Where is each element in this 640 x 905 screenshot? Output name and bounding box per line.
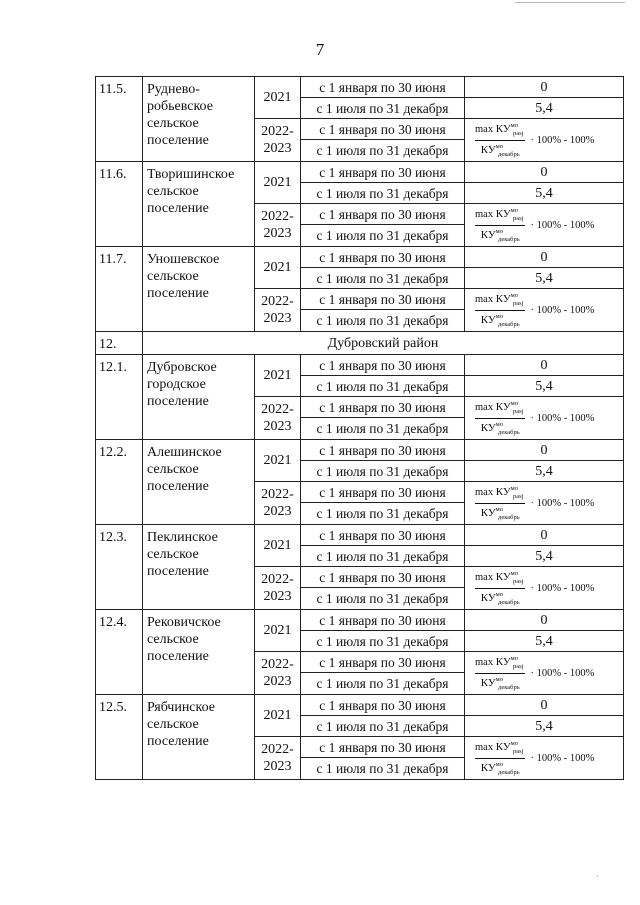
formula-fraction [475, 739, 525, 778]
row-number: 12.5. [96, 695, 143, 780]
formula-sup: мо [510, 485, 518, 492]
formula-fraction [475, 291, 525, 330]
row-number: 12.2. [96, 440, 143, 525]
formula-cell [465, 567, 624, 610]
value-cell: 5,4 [465, 461, 624, 482]
formula-dot: · [530, 220, 534, 231]
year-cell: 2021 [255, 440, 301, 482]
row-number: 12.4. [96, 610, 143, 695]
row-number: 11.7. [96, 247, 143, 332]
value-cell: 0 [465, 77, 624, 98]
year-cell: 2022-2023 [255, 119, 301, 162]
formula-fraction [475, 121, 525, 160]
formula [475, 206, 594, 245]
value-cell: 0 [465, 247, 624, 268]
formula-dot: · [530, 583, 534, 594]
formula-denominator [481, 674, 520, 693]
formula-sub: декабрь [498, 151, 520, 158]
formula-numerator [475, 654, 525, 674]
formula-sup: мо [495, 591, 504, 598]
settlement-name: Пеклинское сельское поселение [143, 525, 255, 610]
row-number: 11.5. [96, 77, 143, 162]
period-cell: с 1 января по 30 июня [301, 204, 465, 225]
period-cell: с 1 июля по 31 декабря [301, 268, 465, 289]
formula-numerator [475, 399, 525, 419]
year-cell: 2022-2023 [255, 737, 301, 780]
settlement-row [96, 440, 624, 461]
formula-sub: декабрь [498, 321, 520, 328]
formula [475, 121, 594, 160]
formula-denominator [481, 504, 520, 523]
year-cell: 2021 [255, 355, 301, 397]
formula-sup: мо [510, 207, 518, 214]
formula-cell [465, 204, 624, 247]
formula-numerator [475, 291, 525, 311]
formula-ku: КУ [495, 741, 511, 753]
formula-numerator [475, 484, 525, 504]
year-cell: 2021 [255, 247, 301, 289]
formula-ku: КУ [480, 762, 496, 774]
formula-tail [530, 750, 594, 767]
scan-edge-line [515, 2, 625, 3]
formula-tail [530, 410, 594, 427]
formula-dot: · [530, 305, 534, 316]
district-name: Дубровский район [143, 332, 624, 355]
formula-sup: мо [495, 761, 504, 768]
formula-fraction [475, 654, 525, 693]
formula-sub: декабрь [498, 236, 520, 243]
formula-fraction [475, 399, 525, 438]
period-cell: с 1 января по 30 июня [301, 610, 465, 631]
formula-numerator [475, 739, 525, 759]
period-cell: с 1 июля по 31 декабря [301, 716, 465, 737]
formula-dot: · [530, 498, 534, 509]
formula-sup: мо [510, 122, 518, 129]
year-cell: 2022-2023 [255, 289, 301, 332]
formula-sub: pasj [512, 215, 524, 222]
period-cell: с 1 января по 30 июня [301, 482, 465, 503]
period-cell: с 1 июля по 31 декабря [301, 673, 465, 695]
value-cell: 5,4 [465, 631, 624, 652]
formula-denominator [481, 311, 520, 330]
formula-fraction [475, 206, 525, 245]
formula-denominator [481, 759, 520, 778]
formula-dot: · [530, 668, 534, 679]
formula-dot: · [530, 135, 534, 146]
formula-ku: КУ [480, 229, 496, 241]
formula [475, 569, 594, 608]
formula-sub: декабрь [498, 599, 520, 606]
formula-sub: pasj [512, 493, 524, 500]
value-cell: 0 [465, 440, 624, 461]
period-cell: с 1 января по 30 июня [301, 652, 465, 673]
year-cell: 2022-2023 [255, 397, 301, 440]
formula-cell [465, 119, 624, 162]
formula-denominator [481, 226, 520, 245]
value-cell: 5,4 [465, 716, 624, 737]
period-cell: с 1 января по 30 июня [301, 567, 465, 588]
formula-max: max [475, 742, 494, 753]
year-cell: 2021 [255, 610, 301, 652]
value-cell: 5,4 [465, 183, 624, 204]
value-cell: 0 [465, 162, 624, 183]
formula-ku: КУ [480, 592, 496, 604]
formula-sup: мо [510, 292, 518, 299]
value-cell: 5,4 [465, 98, 624, 119]
formula [475, 291, 594, 330]
period-cell: с 1 июля по 31 декабря [301, 461, 465, 482]
period-cell: с 1 июля по 31 декабря [301, 546, 465, 567]
formula-tail-text: 100% - 100% [536, 668, 595, 679]
settlement-name: Рябчинское сельское поселение [143, 695, 255, 780]
settlement-name: Руднево-робьевское сельское поселение [143, 77, 255, 162]
formula-sup: мо [510, 655, 518, 662]
tariff-table [95, 76, 624, 780]
year-cell: 2022-2023 [255, 567, 301, 610]
formula-tail-text: 100% - 100% [536, 305, 595, 316]
scan-mark: · [596, 872, 600, 883]
row-number: 11.6. [96, 162, 143, 247]
formula-tail [530, 495, 594, 512]
year-cell: 2021 [255, 162, 301, 204]
settlement-name: Творишинское сельское поселение [143, 162, 255, 247]
formula-tail [530, 665, 594, 682]
formula-sup: мо [495, 313, 504, 320]
formula-sup: мо [510, 740, 518, 747]
row-number: 12.3. [96, 525, 143, 610]
formula-sub: декабрь [498, 514, 520, 521]
period-cell: с 1 июля по 31 декабря [301, 758, 465, 780]
formula-denominator [481, 141, 520, 160]
formula-tail-text: 100% - 100% [536, 220, 595, 231]
year-cell: 2021 [255, 525, 301, 567]
period-cell: с 1 июля по 31 декабря [301, 376, 465, 397]
formula-cell [465, 482, 624, 525]
formula-ku: КУ [495, 401, 511, 413]
formula-sup: мо [495, 143, 504, 150]
formula-max: max [475, 124, 494, 135]
formula-tail [530, 580, 594, 597]
formula-sub: декабрь [498, 429, 520, 436]
period-cell: с 1 января по 30 июня [301, 737, 465, 758]
formula-ku: КУ [495, 486, 511, 498]
year-cell: 2022-2023 [255, 652, 301, 695]
formula-max: max [475, 572, 494, 583]
year-cell: 2022-2023 [255, 204, 301, 247]
formula-ku: КУ [495, 656, 511, 668]
formula-fraction [475, 569, 525, 608]
period-cell: с 1 июля по 31 декабря [301, 418, 465, 440]
formula-cell [465, 289, 624, 332]
formula-ku: КУ [495, 123, 511, 135]
formula-denominator [481, 419, 520, 438]
row-number: 12.1. [96, 355, 143, 440]
formula-ku: КУ [495, 293, 511, 305]
period-cell: с 1 января по 30 июня [301, 397, 465, 418]
formula-ku: КУ [480, 144, 496, 156]
value-cell: 0 [465, 695, 624, 716]
formula-ku: КУ [480, 422, 496, 434]
period-cell: с 1 июля по 31 декабря [301, 140, 465, 162]
year-cell: 2022-2023 [255, 482, 301, 525]
formula [475, 739, 594, 778]
formula-max: max [475, 487, 494, 498]
formula-sub: декабрь [498, 684, 520, 691]
formula-tail-text: 100% - 100% [536, 413, 595, 424]
formula-dot: · [530, 413, 534, 424]
value-cell: 0 [465, 610, 624, 631]
district-row [96, 332, 624, 355]
formula-sup: мо [495, 506, 504, 513]
formula-tail [530, 217, 594, 234]
formula-tail-text: 100% - 100% [536, 583, 595, 594]
formula-max: max [475, 294, 494, 305]
settlement-row [96, 162, 624, 183]
formula-cell [465, 397, 624, 440]
period-cell: с 1 июля по 31 декабря [301, 310, 465, 332]
formula-ku: КУ [495, 208, 511, 220]
settlement-row [96, 695, 624, 716]
period-cell: с 1 января по 30 июня [301, 119, 465, 140]
settlement-row [96, 610, 624, 631]
settlement-name: Рековичское сельское поселение [143, 610, 255, 695]
settlement-row [96, 247, 624, 268]
formula-sub: pasj [512, 408, 524, 415]
formula-tail [530, 302, 594, 319]
formula-fraction [475, 484, 525, 523]
period-cell: с 1 января по 30 июня [301, 695, 465, 716]
value-cell: 0 [465, 525, 624, 546]
formula-denominator [481, 589, 520, 608]
formula [475, 399, 594, 438]
formula-sup: мо [495, 228, 504, 235]
formula-sub: pasj [512, 748, 524, 755]
formula-sub: pasj [512, 130, 524, 137]
formula-ku: КУ [480, 507, 496, 519]
period-cell: с 1 июля по 31 декабря [301, 631, 465, 652]
formula-tail-text: 100% - 100% [536, 498, 595, 509]
formula-dot: · [530, 753, 534, 764]
settlement-row [96, 77, 624, 98]
formula-max: max [475, 657, 494, 668]
formula-sup: мо [495, 676, 504, 683]
formula-sub: декабрь [498, 769, 520, 776]
period-cell: с 1 января по 30 июня [301, 289, 465, 310]
year-cell: 2021 [255, 695, 301, 737]
settlement-name: Дубровское городское поселение [143, 355, 255, 440]
settlement-name: Алешинское сельское поселение [143, 440, 255, 525]
formula-tail-text: 100% - 100% [536, 135, 595, 146]
period-cell: с 1 января по 30 июня [301, 247, 465, 268]
formula-tail [530, 132, 594, 149]
district-number: 12. [96, 332, 143, 355]
period-cell: с 1 января по 30 июня [301, 355, 465, 376]
formula-cell [465, 737, 624, 780]
period-cell: с 1 июля по 31 декабря [301, 183, 465, 204]
formula-max: max [475, 209, 494, 220]
formula-sub: pasj [512, 578, 524, 585]
formula-numerator [475, 121, 525, 141]
settlement-row [96, 355, 624, 376]
settlement-row [96, 525, 624, 546]
settlement-name: Уношевское сельское поселение [143, 247, 255, 332]
formula-cell [465, 652, 624, 695]
formula-sup: мо [510, 570, 518, 577]
period-cell: с 1 июля по 31 декабря [301, 98, 465, 119]
period-cell: с 1 июля по 31 декабря [301, 588, 465, 610]
formula-tail-text: 100% - 100% [536, 753, 595, 764]
formula-sub: pasj [512, 300, 524, 307]
period-cell: с 1 января по 30 июня [301, 525, 465, 546]
period-cell: с 1 января по 30 июня [301, 77, 465, 98]
value-cell: 5,4 [465, 546, 624, 567]
formula-max: max [475, 402, 494, 413]
formula-numerator [475, 206, 525, 226]
formula-sup: мо [495, 421, 504, 428]
period-cell: с 1 января по 30 июня [301, 440, 465, 461]
value-cell: 0 [465, 355, 624, 376]
formula-numerator [475, 569, 525, 589]
value-cell: 5,4 [465, 268, 624, 289]
formula [475, 484, 594, 523]
formula-ku: КУ [495, 571, 511, 583]
formula-sub: pasj [512, 663, 524, 670]
page-number: 7 [315, 40, 325, 59]
formula [475, 654, 594, 693]
formula-ku: КУ [480, 314, 496, 326]
period-cell: с 1 января по 30 июня [301, 162, 465, 183]
year-cell: 2021 [255, 77, 301, 119]
period-cell: с 1 июля по 31 декабря [301, 225, 465, 247]
period-cell: с 1 июля по 31 декабря [301, 503, 465, 525]
formula-ku: КУ [480, 677, 496, 689]
formula-sup: мо [510, 400, 518, 407]
value-cell: 5,4 [465, 376, 624, 397]
